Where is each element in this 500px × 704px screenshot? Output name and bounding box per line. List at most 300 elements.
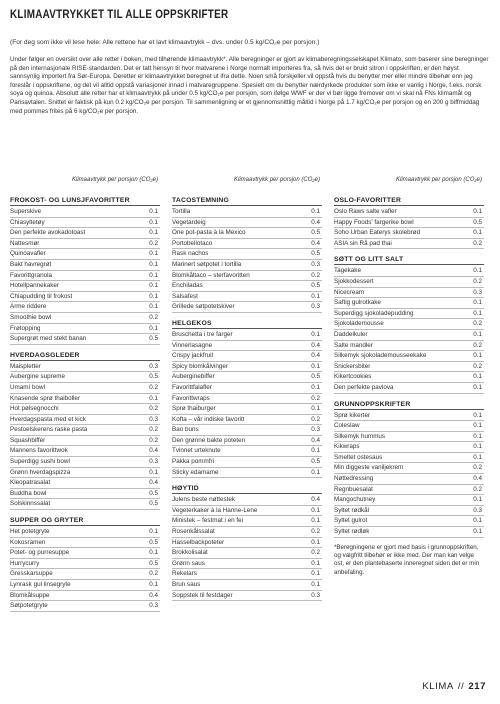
recipe-row (10, 478, 160, 489)
recipe-name: Marinert søtpotet i tortilla (172, 260, 242, 268)
recipe-name: Hverdagspasta med et kick (10, 415, 86, 423)
recipe-name: Rosenkålssalat (172, 528, 215, 536)
recipe-footprint: 0.3 (149, 458, 158, 466)
recipe-row (172, 372, 322, 383)
recipe-footprint: 0.1 (311, 538, 320, 546)
recipe-name: Den perfekte pavlova (334, 383, 394, 391)
column-sections (10, 196, 160, 612)
recipe-row (334, 411, 484, 422)
recipe-name: Min diggeste vaniljekrem (334, 464, 404, 472)
recipe-row (172, 559, 322, 570)
recipe-name: Favorittgranola (10, 271, 52, 279)
recipe-row (10, 239, 160, 250)
recipe-row (172, 404, 322, 415)
recipe-footprint: 0.2 (149, 405, 158, 413)
recipe-footprint: 0.2 (473, 464, 482, 472)
recipe-footprint: 0.5 (311, 229, 320, 237)
recipe-row (10, 415, 160, 426)
recipe-row (334, 421, 484, 432)
recipe-name: Smeltet ostesaus (334, 453, 383, 461)
section-title: FROKOST- OG LUNSJFAVORITTER (10, 196, 160, 206)
recipe-name: Daddelkuler (334, 330, 368, 338)
recipe-name: Hotellpannekaker (10, 282, 60, 290)
recipe-name: Grønn hverdagspizza (10, 468, 71, 476)
recipe-footprint: 0.1 (149, 549, 158, 557)
recipe-row (334, 527, 484, 538)
recipe-row (334, 218, 484, 229)
recipe-row (172, 292, 322, 303)
recipe-footprint: 0.1 (311, 292, 320, 300)
recipe-row (334, 453, 484, 464)
recipe-footprint: 0.3 (149, 362, 158, 370)
recipe-footprint: 0.1 (149, 528, 158, 536)
recipe-name: Superskive (10, 208, 42, 215)
recipe-name: Kokosramen (10, 538, 46, 546)
recipe-row (334, 309, 484, 320)
recipe-name: Tortilla (172, 208, 191, 215)
recipe-name: Syltet gulrot (334, 517, 368, 525)
recipe-row (334, 266, 484, 277)
recipe-name: Quinoavafler (10, 250, 46, 258)
recipe-row (334, 277, 484, 288)
recipe-row (334, 288, 484, 299)
recipe-name: Pakka pommfri (172, 458, 214, 466)
recipe-name: Den grønne bakte poteten (172, 436, 246, 444)
recipe-name: Pestoelskerens raske pasta (10, 426, 88, 434)
recipe-row (10, 383, 160, 394)
recipe-row (10, 260, 160, 271)
recipe-footprint: 0.2 (473, 485, 482, 493)
recipe-footprint: 0.4 (149, 591, 158, 599)
recipe-name: Happy Foods' fargerike bowl (334, 218, 414, 226)
recipe-name: Blomkålsuppe (10, 591, 50, 599)
recipe-footprint: 0.5 (149, 538, 158, 546)
recipe-name: Knasende sprø thaiboller (10, 394, 81, 402)
recipe-row (172, 351, 322, 362)
section-title: GRUNNOPPSKRIFTER (334, 400, 484, 410)
recipe-row (172, 591, 322, 602)
recipe-row (10, 271, 160, 282)
recipe-footprint: 0.2 (473, 239, 482, 247)
recipe-footprint: 0.3 (149, 602, 158, 610)
recipe-name: Grønn saus (172, 559, 205, 567)
recipe-name: Superdigg sushi bowl (10, 458, 70, 466)
recipe-name: Bruschetta i tre farger (172, 330, 233, 338)
recipe-name: Nøttedressing (334, 475, 374, 483)
recipe-footprint: 0.2 (149, 313, 158, 321)
recipe-row (172, 394, 322, 405)
recipe-name: Sprø kikerter (334, 411, 371, 419)
page-number: 217 (468, 681, 486, 692)
column-2 (172, 177, 322, 607)
recipe-footprint: 0.5 (311, 458, 320, 466)
folio-brand: KLIMA (422, 681, 454, 692)
recipe-footprint: 0.3 (311, 426, 320, 434)
recipe-row (172, 362, 322, 373)
recipe-footprint: 0.2 (311, 528, 320, 536)
recipe-row (10, 302, 160, 313)
recipe-footprint: 0.3 (149, 415, 158, 423)
recipe-footprint: 0.1 (149, 303, 158, 311)
recipe-footprint: 0.1 (473, 453, 482, 461)
recipe-row (334, 495, 484, 506)
recipe-footprint: 0.5 (311, 250, 320, 258)
recipe-footprint: 0.4 (311, 239, 320, 247)
recipe-footprint: 0.1 (311, 330, 320, 338)
recipe-row (172, 239, 322, 250)
recipe-row (172, 580, 322, 591)
recipe-row (334, 442, 484, 453)
section-title: HVERDAGSGLEDER (10, 351, 160, 361)
section-title: HELGEKOS (172, 319, 322, 329)
recipe-row (172, 260, 322, 271)
recipe-name: Hot pølsegnocchi (10, 405, 59, 413)
recipe-footprint: 0.1 (473, 411, 482, 419)
recipe-footprint: 0.4 (311, 218, 320, 226)
recipe-footprint: 0.5 (149, 500, 158, 508)
recipe-row (334, 383, 484, 394)
recipe-footprint: 0.1 (149, 292, 158, 300)
recipe-name: Favorittwraps (172, 394, 210, 402)
recipe-row (10, 394, 160, 405)
recipe-row (334, 485, 484, 496)
recipe-row (172, 468, 322, 479)
intro-paragraph: Under følger en oversikt over alle retter i boken, med tilhørende klimaavtrykk*. Alle beregninger er gjort av klimaberegningsselskapet Klimato, som baserer sine beregninger på den internasjonale RISE-standarden. Det er tatt hensyn til hvor matvarene i Norge normalt importeres fra, så hvis det er brukt sitron i oppskriften, er den høyst sannsynlig importert fra Sør-Europa. Deretter er klimaavtrykket beregnet ut ifra dette. Noen små forskjeller vil oppstå hvis du benytter mer eller mindre tilbehør enn jeg foreslår i oppskriftene, og det vil alltid oppstå variasjoner innad i matvaregruppene. Spesielt om du benytter nærdyrkede produkter som ikke er vanlig i Norge, f.eks. norsk soya og quinoa. Absolutt alle retter har et klimaavtrykk på under 0.5 kg/CO₂e per porsjon, som ifølge WWF er der vi bør ligge fremover om vi skal nå FNs klimamål og Parisavtalen. Snittet er faktisk på kun 0.2 kg/CO₂e per porsjon. Til sammenligning er et gjennomsnittlig måltid i Norge på 1.7 kg/CO₂e per porsjon og en 200 g biffmiddag med pommes frites på 6 kg/CO₂e per porsjon. (10, 56, 489, 115)
recipe-row (172, 218, 322, 229)
recipe-section (172, 484, 322, 601)
recipe-name: Potet- og purresuppe (10, 549, 70, 557)
recipe-footprint: 0.1 (473, 443, 482, 451)
recipe-name: Saftig gulrotkake (334, 299, 381, 307)
recipe-name: Brun saus (172, 581, 201, 588)
recipe-row (10, 499, 160, 510)
column-sections (334, 196, 484, 538)
recipe-row (172, 425, 322, 436)
recipe-name: Kikwraps (334, 443, 360, 451)
recipe-row (10, 292, 160, 303)
recipe-name: Salsafest (172, 292, 198, 300)
recipe-name: Sjokolademousse (334, 320, 384, 328)
recipe-footprint: 0.1 (473, 229, 482, 237)
recipe-row (172, 341, 322, 352)
recipe-row (334, 463, 484, 474)
recipe-name: Julens beste nøttestek (172, 496, 236, 504)
recipe-footprint: 0.1 (311, 208, 320, 215)
recipe-footprint: 0.1 (311, 517, 320, 525)
recipe-name: Mannens favorittwok (10, 447, 68, 455)
recipe-name: Het potetgryte (10, 528, 50, 536)
section-title: HØYTID (172, 484, 322, 494)
recipe-row (334, 298, 484, 309)
recipe-row (10, 446, 160, 457)
recipe-name: Kofta – vår indiske favoritt (172, 415, 245, 423)
page-folio (422, 681, 486, 692)
recipe-footprint: 0.2 (149, 570, 158, 578)
recipe-footprint: 0.3 (473, 288, 482, 296)
recipe-footprint: 0.1 (311, 405, 320, 413)
recipe-name: Maispletter (10, 362, 41, 370)
recipe-name: Lynrask gul linsegryte (10, 581, 71, 588)
recipe-footprint: 0.2 (311, 394, 320, 402)
recipe-row (172, 506, 322, 517)
recipe-row (172, 457, 322, 468)
recipe-row (10, 591, 160, 602)
recipe-name: Tvinnet urteknute (172, 447, 221, 455)
recipe-footprint: 0.1 (149, 394, 158, 402)
recipe-footprint: 0.4 (149, 447, 158, 455)
recipe-name: Coleslaw (334, 422, 360, 430)
recipe-footprint: 0.1 (473, 373, 482, 381)
recipe-footprint: 0.2 (473, 362, 482, 370)
recipe-footprint: 0.1 (311, 362, 320, 370)
recipe-name: Gresskarsuppe (10, 570, 53, 578)
recipe-row (172, 415, 322, 426)
recipe-name: Ministek – festmat i en fei (172, 517, 244, 525)
recipe-name: Squashbiffer (10, 436, 46, 444)
recipe-name: Syltet rødløk (334, 528, 370, 536)
recipe-row (172, 302, 322, 313)
recipe-footprint: 0.1 (311, 570, 320, 578)
recipe-row (334, 516, 484, 527)
recipe-footprint: 0.1 (473, 528, 482, 536)
recipe-footprint: 0.5 (311, 282, 320, 290)
recipe-footprint: 0.5 (473, 218, 482, 226)
recipe-footprint: 0.1 (473, 309, 482, 317)
recipe-row (172, 383, 322, 394)
recipe-section (334, 400, 484, 538)
recipe-section (172, 319, 322, 478)
recipe-row (334, 474, 484, 485)
recipe-name: Salte mandler (334, 341, 373, 349)
recipe-footprint: 0.1 (473, 208, 482, 215)
recipe-name: Buddha bowl (10, 489, 47, 497)
recipe-footprint: 0.2 (473, 277, 482, 285)
recipe-name: Kikertcookies (334, 373, 372, 381)
recipe-name: Superdigg sjokoladepudding (334, 309, 414, 317)
recipe-footprint: 0.4 (311, 352, 320, 360)
recipe-row (10, 334, 160, 345)
recipe-footprint: 0.2 (149, 383, 158, 391)
recipe-name: Brokkolisalat (172, 549, 208, 557)
recipe-footprint: 0.1 (149, 250, 158, 258)
recipe-name: Supergrøt med stekt banan (10, 335, 87, 343)
recipe-name: Portobellotaco (172, 239, 213, 247)
recipe-row (172, 538, 322, 549)
recipe-row (10, 468, 160, 479)
recipe-footprint: 0.2 (311, 271, 320, 279)
recipe-footprint: 0.1 (149, 229, 158, 237)
recipe-footprint: 0.5 (149, 373, 158, 381)
recipe-footprint: 0.2 (311, 415, 320, 423)
column-header: Klimaavtrykk per porsjon (CO₂e) (234, 177, 320, 183)
column-3 (334, 177, 484, 577)
recipe-name: Den perfekte avokadotoast (10, 229, 86, 237)
recipe-footprint: 0.5 (149, 559, 158, 567)
recipe-footprint: 0.4 (311, 436, 320, 444)
recipe-footprint: 0.1 (149, 282, 158, 290)
recipe-footprint: 0.1 (473, 432, 482, 440)
recipe-footprint: 0.3 (311, 303, 320, 311)
recipe-row (10, 457, 160, 468)
recipe-section (10, 351, 160, 510)
section-title: SUPPER OG GRYTER (10, 516, 160, 526)
recipe-name: Kleopatrasalat (10, 479, 51, 487)
folio-separator: // (457, 681, 465, 692)
recipe-row (10, 538, 160, 549)
recipe-footprint: 0.2 (311, 549, 320, 557)
recipe-name: Solskinnssalat (10, 500, 51, 508)
recipe-row (10, 548, 160, 559)
recipe-row (10, 372, 160, 383)
recipe-name: Tagekake (334, 267, 361, 275)
recipe-row (10, 601, 160, 612)
recipe-row (334, 228, 484, 239)
recipe-row (172, 527, 322, 538)
recipe-section (10, 516, 160, 612)
recipe-name: Søtpotetgryte (10, 602, 48, 610)
recipe-footprint: 0.1 (473, 352, 482, 360)
recipe-row (10, 313, 160, 324)
recipe-name: Vegetardeig (172, 218, 206, 226)
recipe-footprint: 0.1 (311, 559, 320, 567)
recipe-name: Sprø thaiburger (172, 405, 216, 413)
recipe-name: Chiasyltetøy (10, 218, 45, 226)
recipe-footprint: 0.1 (311, 581, 320, 588)
recipe-footprint: 0.1 (149, 468, 158, 476)
column-header: Klimaavtrykk per porsjon (CO₂e) (72, 177, 158, 183)
recipe-footprint: 0.2 (473, 341, 482, 349)
recipe-name: One pot-pasta à la Mexico (172, 229, 246, 237)
recipe-footprint: 0.1 (149, 208, 158, 215)
recipe-name: ASIA sin Rå pad thai (334, 239, 392, 247)
recipe-name: Regnbuesalat (334, 485, 373, 493)
recipe-footprint: 0.3 (311, 260, 320, 268)
recipe-footprint: 0.5 (149, 335, 158, 343)
recipe-footprint: 0.3 (311, 591, 320, 599)
recipe-row (172, 330, 322, 341)
recipe-row (10, 527, 160, 538)
recipe-name: Nattesmør (10, 239, 40, 247)
recipe-name: Smoothie bowl (10, 313, 52, 321)
recipe-footprint: 0.4 (149, 479, 158, 487)
recipe-footprint: 0.1 (473, 496, 482, 504)
recipe-row (334, 207, 484, 218)
recipe-footprint: 0.1 (311, 447, 320, 455)
recipe-section (172, 196, 322, 313)
subtitle: (For deg som ikke vil lese hele: Alle rettene har et lavt klimaavtrykk – dvs. under 0.5 kg/CO₂e per porsjon.) (10, 39, 320, 46)
recipe-row (334, 351, 484, 362)
recipe-name: Bakt havregrøt (10, 260, 52, 268)
recipe-footprint: 0.1 (149, 581, 158, 588)
recipe-name: Umamí bowl (10, 383, 45, 391)
recipe-row (334, 362, 484, 373)
recipe-name: Crispy jackfruit (172, 352, 214, 360)
recipe-name: Enchiladas (172, 282, 203, 290)
recipe-name: Frøtopping (10, 324, 41, 332)
recipe-row (334, 239, 484, 250)
section-title: TACOSTEMNING (172, 196, 322, 206)
recipe-row (10, 249, 160, 260)
recipe-name: Syltet rødkål (334, 506, 369, 514)
recipe-footprint: 0.4 (311, 341, 320, 349)
recipe-row (172, 436, 322, 447)
recipe-row (334, 319, 484, 330)
recipe-name: Vegeterkaker à la Hanne-Lene (172, 506, 258, 514)
recipe-row (334, 372, 484, 383)
column-header: Klimaavtrykk per porsjon (CO₂e) (396, 177, 482, 183)
recipe-footprint: 0.1 (473, 422, 482, 430)
recipe-name: Rekelars (172, 570, 197, 578)
recipe-name: Mangochutney (334, 496, 376, 504)
section-title: SØTT OG LITT SALT (334, 255, 484, 265)
recipe-footprint: 0.1 (149, 324, 158, 332)
recipe-row (172, 249, 322, 260)
recipe-footprint: 0.1 (473, 299, 482, 307)
recipe-name: Snickersbiter (334, 362, 371, 370)
recipe-name: Sticky edamame (172, 468, 219, 476)
recipe-name: Hasselbackpoteter (172, 538, 225, 546)
recipe-row (10, 324, 160, 335)
recipe-name: Spicy blomkålvinger (172, 362, 228, 370)
recipe-footprint: 0.3 (473, 506, 482, 514)
recipe-name: Silkemyk hummus (334, 432, 386, 440)
recipe-row (334, 506, 484, 517)
recipe-row (172, 548, 322, 559)
recipe-row (10, 580, 160, 591)
recipe-name: Silkemyk sjokolademousseekake (334, 352, 427, 360)
recipe-footprint: 0.1 (149, 271, 158, 279)
recipe-section (334, 255, 484, 393)
recipe-row (334, 341, 484, 352)
recipe-footprint: 0.5 (149, 489, 158, 497)
recipe-name: Sjokkodessert (334, 277, 374, 285)
recipe-row (172, 516, 322, 527)
recipe-footprint: 0.1 (473, 383, 482, 391)
recipe-name: Chiapudding til frokost (10, 292, 73, 300)
recipe-name: Hurrycurry (10, 559, 40, 567)
recipe-row (172, 446, 322, 457)
recipe-footprint: 0.1 (473, 330, 482, 338)
recipe-name: Bao buns (172, 426, 199, 434)
recipe-footprint: 0.1 (311, 468, 320, 476)
recipe-section (334, 196, 484, 249)
recipe-name: Grillede søtpotetskiver (172, 303, 235, 311)
recipe-footprint: 0.1 (473, 267, 482, 275)
recipe-footprint: 0.4 (473, 475, 482, 483)
recipe-footprint: 0.1 (149, 218, 158, 226)
recipe-footprint: 0.1 (311, 506, 320, 514)
footnote: *Beregningene er gjort med basis i grunnoppskriften, og valgfritt tilbehør er ikke med. Der man kan velge ost, er den plantebaserte inneregnet siden det er min anbefaling. (334, 543, 480, 576)
recipe-footprint: 0.5 (311, 373, 320, 381)
recipe-name: Rask nachos (172, 250, 209, 258)
recipe-footprint: 0.2 (473, 320, 482, 328)
recipe-name: Nicecream (334, 288, 365, 296)
recipe-footprint: 0.2 (149, 239, 158, 247)
recipe-row (10, 489, 160, 500)
recipe-row (172, 569, 322, 580)
recipe-footprint: 0.1 (473, 517, 482, 525)
section-title: OSLO-FAVORITTER (334, 196, 484, 206)
recipe-footprint: 0.1 (311, 383, 320, 391)
recipe-row (334, 330, 484, 341)
recipe-section (10, 196, 160, 345)
column-sections (172, 196, 322, 601)
recipe-row (172, 207, 322, 218)
recipe-name: Favorittfalafler (172, 383, 212, 391)
recipe-footprint: 0.2 (149, 426, 158, 434)
recipe-footprint: 0.1 (149, 260, 158, 268)
recipe-row (172, 228, 322, 239)
